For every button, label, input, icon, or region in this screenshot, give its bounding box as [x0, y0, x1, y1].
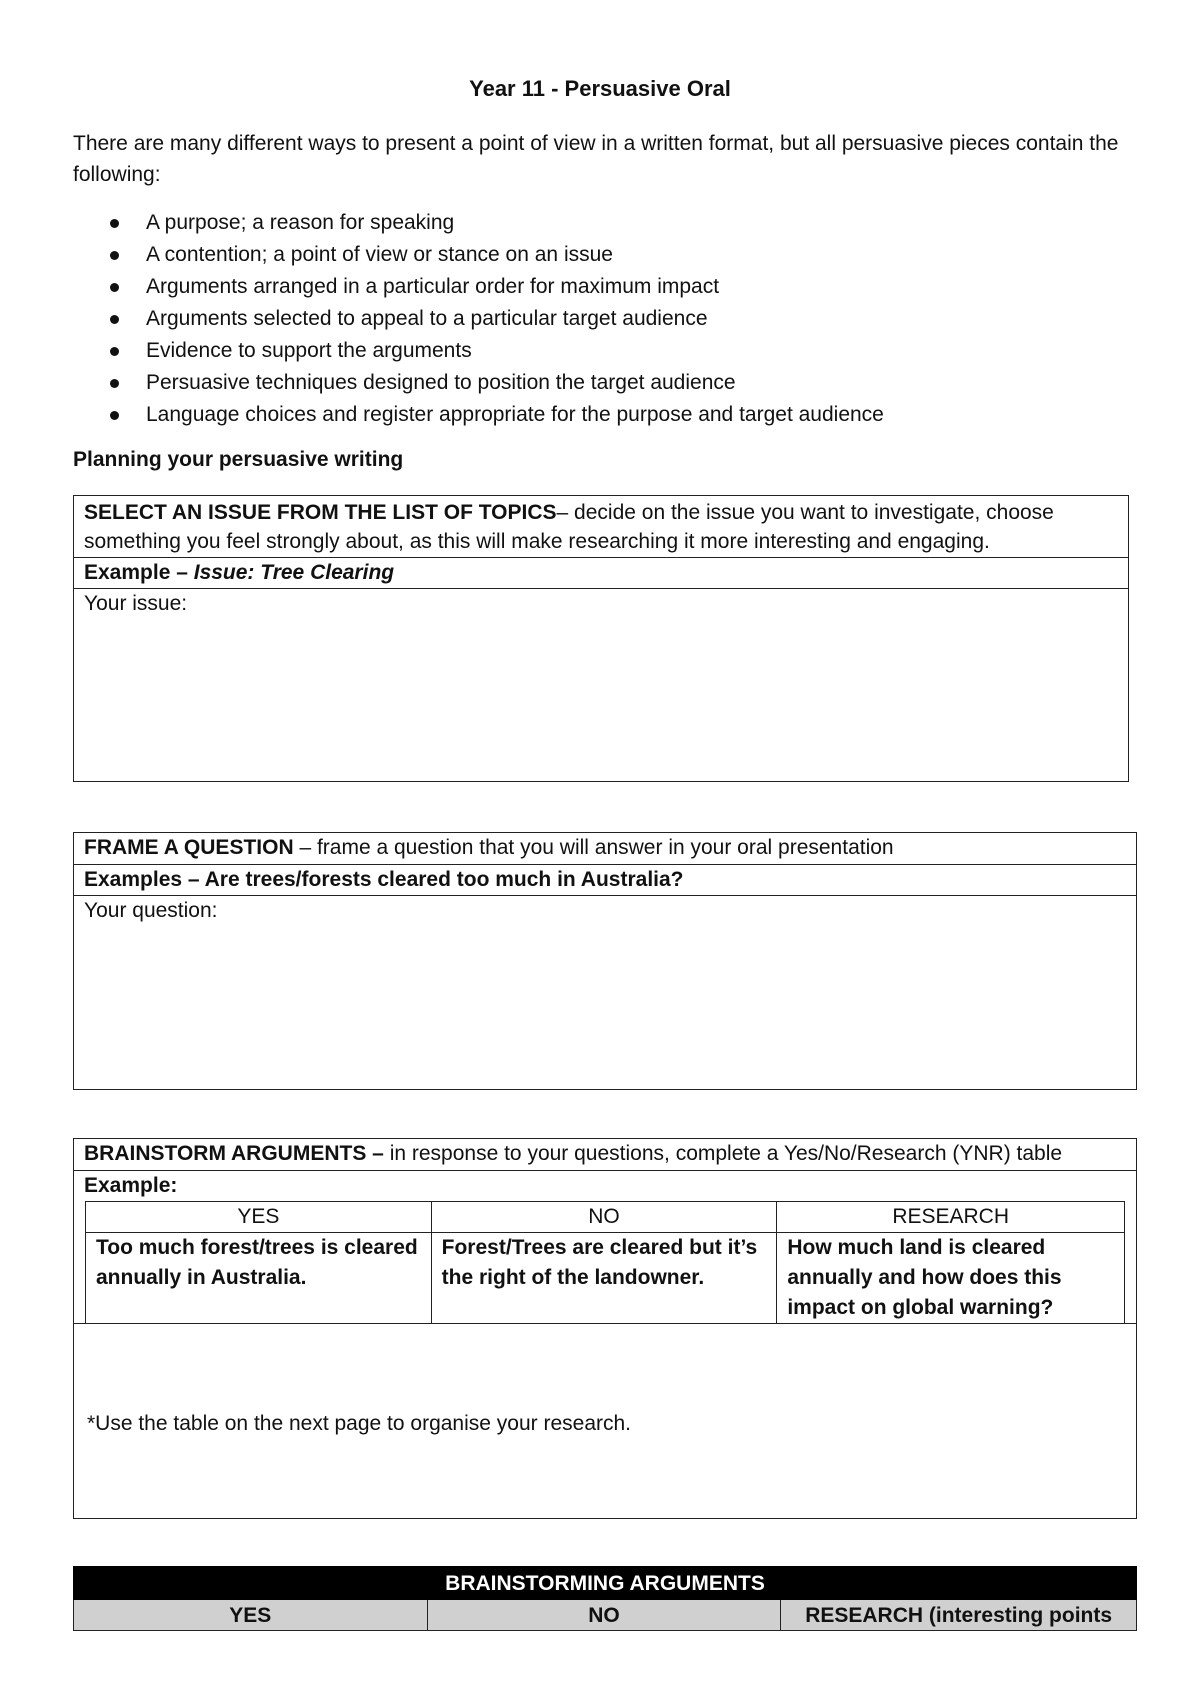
issue-answer-area[interactable] [74, 589, 1128, 618]
page-title: Year 11 - Persuasive Oral [469, 76, 731, 101]
brainstorming-col-no: NO [427, 1600, 781, 1631]
ynr-col-no: NO [431, 1202, 777, 1233]
issue-instruction-text: – decide on the issue you want to investigate, choose something you feel strongly about, as this will make researching it more interesting and engaging. [84, 501, 1054, 553]
brainstorming-col-yes: YES [74, 1600, 428, 1631]
brainstorming-table [73, 1566, 1137, 1631]
question-answer-label: Your question: [84, 899, 218, 922]
list-item: A purpose; a reason for speaking [110, 207, 884, 239]
question-answer-area[interactable] [74, 896, 1136, 925]
list-item: Language choices and register appropriate for the purpose and target audience [110, 399, 884, 431]
brainstorm-heading: BRAINSTORM ARGUMENTS – [84, 1142, 384, 1165]
issue-example-label: Example – [84, 561, 194, 584]
bullet-icon [110, 379, 119, 388]
planning-heading: Planning your persuasive writing [73, 448, 404, 471]
question-example-row: Examples – Are trees/forests cleared too much in Australia? [74, 865, 1136, 896]
question-box [73, 832, 1137, 1090]
issue-instructions [74, 496, 1128, 558]
list-item: Persuasive techniques designed to position the target audience [110, 367, 884, 399]
bullet-icon [110, 347, 119, 356]
issue-heading: SELECT AN ISSUE FROM THE LIST OF TOPICS [84, 501, 557, 524]
brainstorm-note[interactable]: *Use the table on the next page to organise your research. [87, 1412, 632, 1435]
requirements-list [110, 207, 884, 431]
ynr-cell-research: How much land is cleared annually and how does this impact on global warning? [777, 1233, 1125, 1324]
bullet-icon [110, 315, 119, 324]
list-item: Evidence to support the arguments [110, 335, 884, 367]
bullet-icon [110, 251, 119, 260]
issue-example-row [74, 558, 1128, 589]
ynr-col-research: RESEARCH [777, 1202, 1125, 1233]
ynr-cell-no: Forest/Trees are cleared but it’s the right of the landowner. [431, 1233, 777, 1324]
brainstorm-divider [74, 1323, 1136, 1324]
bullet-icon [110, 219, 119, 228]
brainstorming-title: BRAINSTORMING ARGUMENTS [74, 1567, 1137, 1600]
issue-answer-label: Your issue: [84, 592, 188, 615]
intro-paragraph: There are many different ways to present a point of view in a written format, but all persuasive pieces contain the following: [73, 132, 1119, 186]
list-item: Arguments arranged in a particular order for maximum impact [110, 271, 884, 303]
ynr-col-yes: YES [86, 1202, 432, 1233]
question-instruction-text: – frame a question that you will answer in your oral presentation [293, 836, 894, 859]
ynr-example-table [85, 1201, 1125, 1324]
brainstorming-col-research: RESEARCH (interesting points [781, 1600, 1137, 1631]
issue-box [73, 495, 1129, 782]
brainstorm-instruction-text: in response to your questions, complete a Yes/No/Research (YNR) table [383, 1142, 1063, 1165]
brainstorm-box [73, 1138, 1137, 1519]
bullet-icon [110, 411, 119, 420]
issue-example-value: Issue: Tree Clearing [193, 561, 395, 584]
brainstorm-instructions [74, 1139, 1136, 1171]
ynr-cell-yes: Too much forest/trees is cleared annually in Australia. [86, 1233, 432, 1324]
brainstorm-example-label: Example: [84, 1174, 178, 1197]
question-heading: FRAME A QUESTION [84, 836, 294, 859]
question-instructions [74, 833, 1136, 865]
list-item: Arguments selected to appeal to a particular target audience [110, 303, 884, 335]
list-item: A contention; a point of view or stance on an issue [110, 239, 884, 271]
bullet-icon [110, 283, 119, 292]
